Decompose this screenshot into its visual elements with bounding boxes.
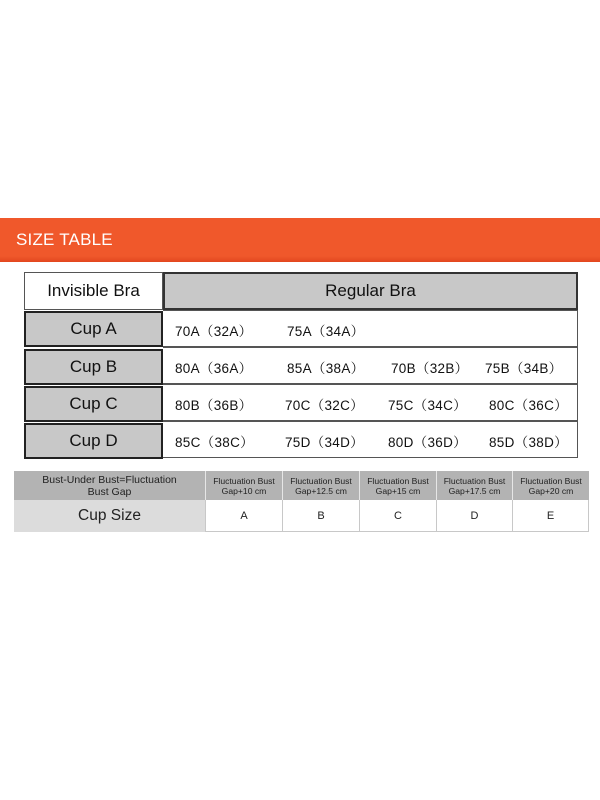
size-value: 70C（32C） (285, 398, 364, 413)
table-row (163, 347, 578, 384)
size-value: 75A（34A） (287, 324, 365, 339)
size-value: 85C（38C） (175, 435, 254, 450)
gap-header-e (513, 471, 589, 500)
banner-shade (0, 256, 600, 262)
gap-header-a (206, 471, 283, 500)
size-value: 80C（36C） (489, 398, 568, 413)
size-value: 75D（34D） (285, 435, 364, 450)
bust-gap-header: Bust-Under Bust=Fluctuation Bust Gap (14, 471, 206, 500)
cup-label-d: Cup D (24, 423, 163, 459)
gap-header-line: Gap+12.5 cm (295, 485, 347, 496)
gap-header-line: Gap+10 cm (221, 485, 267, 496)
cup-size-label: Cup Size (14, 500, 206, 532)
table-row (163, 310, 578, 347)
cup-label-b: Cup B (24, 349, 163, 385)
gap-header-line: Gap+20 cm (528, 485, 574, 496)
size-value: 70B（32B） (391, 361, 469, 376)
cup-size-d: D (437, 500, 513, 532)
gap-header-line: Fluctuation Bust (213, 475, 275, 486)
size-value: 85D（38D） (489, 435, 568, 450)
size-value: 75C（34C） (388, 398, 467, 413)
gap-header-line: Fluctuation Bust (367, 475, 429, 486)
bra-size-table (24, 272, 578, 459)
size-value: 80B（36B） (175, 398, 253, 413)
size-table-banner (0, 218, 600, 262)
invisible-bra-header: Invisible Bra (24, 272, 163, 310)
cup-label-c: Cup C (24, 386, 163, 422)
gap-header-c (360, 471, 437, 500)
size-value: 70A（32A） (175, 324, 253, 339)
gap-header-line: Gap+17.5 cm (448, 485, 501, 496)
gap-header-line: Gap+15 cm (375, 485, 421, 496)
table-row (163, 384, 578, 421)
cup-label-a: Cup A (24, 311, 163, 347)
cup-size-b: B (283, 500, 360, 532)
size-value: 80A（36A） (175, 361, 253, 376)
banner-title: SIZE TABLE (16, 230, 113, 249)
gap-header-d (437, 471, 513, 500)
gap-header-line: Fluctuation Bust (520, 475, 582, 486)
cup-size-c: C (360, 500, 437, 532)
size-value: 85A（38A） (287, 361, 365, 376)
gap-header-line: Fluctuation Bust (443, 475, 506, 486)
size-value: 75B（34B） (485, 361, 563, 376)
regular-bra-header: Regular Bra (163, 272, 578, 310)
cup-size-a: A (206, 500, 283, 532)
size-value: 80D（36D） (388, 435, 467, 450)
gap-header-line: Fluctuation Bust (290, 475, 352, 486)
gap-header-b (283, 471, 360, 500)
table-row (163, 421, 578, 458)
cup-size-e: E (513, 500, 589, 532)
bust-gap-table (14, 471, 589, 532)
